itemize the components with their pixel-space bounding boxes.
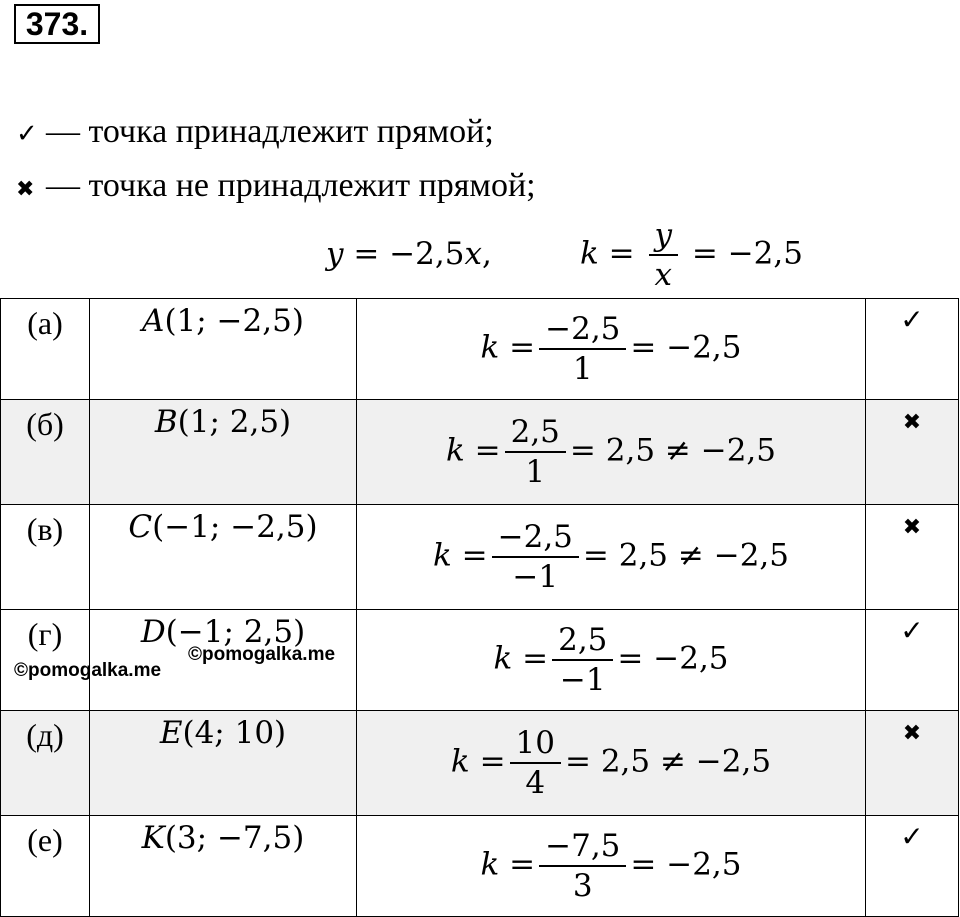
calc-cell: k = $\frac{-7,5}{3}$ = −2,5 <box>357 816 866 917</box>
cross-mark-icon: ✖ <box>16 177 35 202</box>
legend-not-belongs-text: — точка не принадлежит прямой; <box>46 167 536 204</box>
line-equation: y = −2,5x, <box>326 236 492 272</box>
row-label: (д) <box>1 711 90 816</box>
row-label: (б) <box>1 400 90 505</box>
point-cell: K(3; −7,5) <box>90 816 357 917</box>
point-cell: C(−1; −2,5) <box>90 505 357 610</box>
watermark: ©pomogalka.me <box>188 644 336 665</box>
check-mark-icon: ✓ <box>866 816 959 917</box>
point-cell: B(1; 2,5) <box>90 400 357 505</box>
row-label: (г) <box>1 610 90 711</box>
row-label: (в) <box>1 505 90 610</box>
check-mark-icon: ✓ <box>866 299 959 400</box>
slope-formula: k = $\frac{y}{x}$ = −2,5 <box>580 217 803 293</box>
calc-cell: k = $\frac{-2,5}{-1}$ = 2,5 ≠ −2,5 <box>357 505 866 610</box>
legend-belongs <box>16 112 494 154</box>
cross-mark-icon: ✖ <box>866 711 959 816</box>
table-row <box>1 816 959 917</box>
table-row <box>1 400 959 505</box>
table-row <box>1 711 959 816</box>
cross-mark-icon: ✖ <box>866 505 959 610</box>
table-row <box>1 505 959 610</box>
point-cell: D(−1; 2,5) <box>90 610 357 711</box>
point-cell: A(1; −2,5) <box>90 299 357 400</box>
row-label: (е) <box>1 816 90 917</box>
calc-cell: k = $\frac{-2,5}{1}$ = −2,5 <box>357 299 866 400</box>
calc-cell: k = $\frac{10}{4}$ = 2,5 ≠ −2,5 <box>357 711 866 816</box>
point-cell: E(4; 10) <box>90 711 357 816</box>
check-mark-icon: ✓ <box>866 610 959 711</box>
problem-number: 373. <box>14 4 100 44</box>
table-row <box>1 299 959 400</box>
row-label: (а) <box>1 299 90 400</box>
watermark: ©pomogalka.me <box>14 660 162 681</box>
calc-cell: k = $\frac{2,5}{1}$ = 2,5 ≠ −2,5 <box>357 400 866 505</box>
calc-cell: k = $\frac{2,5}{-1}$ = −2,5 <box>357 610 866 711</box>
legend-not-belongs <box>16 166 536 210</box>
points-table <box>0 298 959 917</box>
check-mark-icon: ✓ <box>16 119 38 149</box>
cross-mark-icon: ✖ <box>866 400 959 505</box>
legend-belongs-text: — точка принадлежит прямой; <box>46 113 494 150</box>
line-formula <box>0 218 960 296</box>
